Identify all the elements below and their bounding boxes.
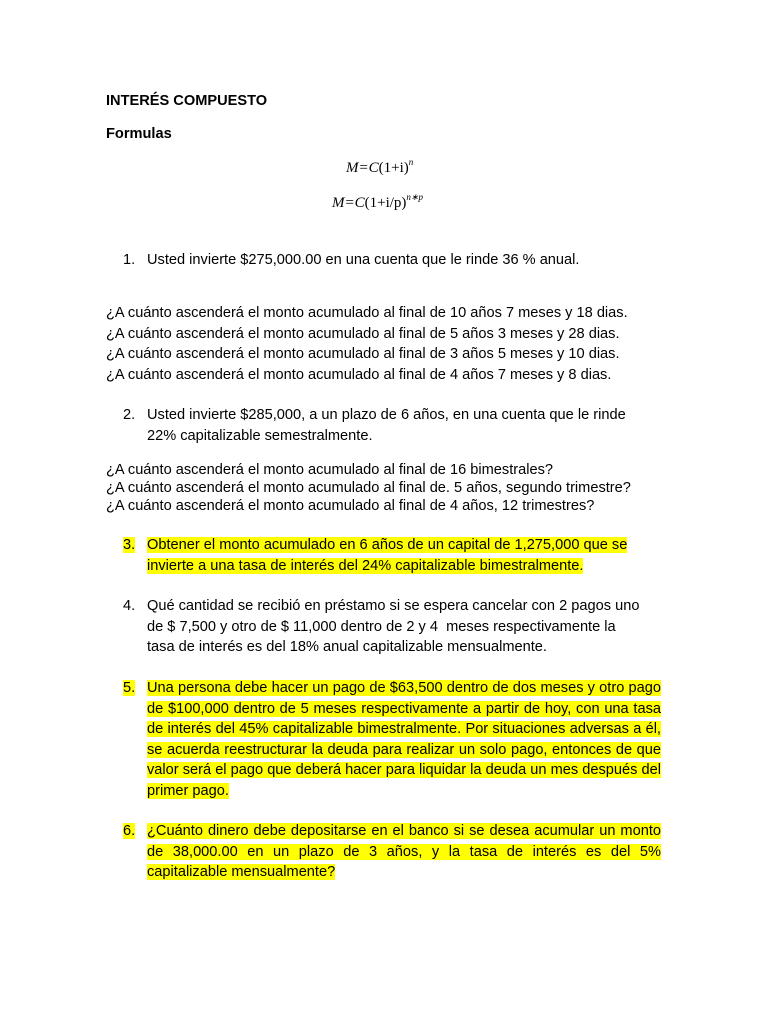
problem-4-text: Qué cantidad se recibió en préstamo si se espera cancelar con 2 pagos uno de $ 7,500 y otro de $ 11,000 dentro de 2 y 4 meses respectivamente la tasa de interés es del 18% anual capitalizable mensualmente. [147, 598, 640, 655]
problem-4-number: 4. [123, 598, 136, 614]
formula-1-exponent: n [408, 157, 414, 167]
formulas-heading: Formulas [106, 126, 172, 142]
page-title: INTERÉS COMPUESTO [106, 93, 268, 109]
problem-3-number [123, 535, 135, 556]
problem-6-text [147, 821, 661, 883]
formula-1-lhs: M=C [346, 160, 379, 176]
formula-1 [346, 157, 414, 177]
problem-5-text [147, 678, 661, 801]
formula-2-lhs: M=C [332, 195, 365, 211]
problem-2-number: 2. [123, 407, 136, 423]
question-1-1: ¿A cuánto ascenderá el monto acumulado al final de 10 años 7 meses y 18 dias. [106, 305, 628, 321]
problem-3-number-text: 3. [123, 537, 136, 553]
problem-5-text-content: Una persona debe hacer un pago de $63,500 dentro de dos meses y otro pago de $100,000 dentro de 5 meses respectivamente a partir de hoy, con una tasa de interés del 45% capitalizable bimestralmente. Por situaciones adversas a él, se acuerda reestructurar la deuda para realizar un solo pago, entonces de que valor será el pago que deberá hacer para liquidar la deuda un mes después del primer pago. [147, 680, 661, 799]
question-1-4: ¿A cuánto ascenderá el monto acumulado al final de 4 años 7 meses y 8 dias. [106, 367, 612, 383]
formula-1-paren: (1+i) [378, 160, 409, 176]
problem-2-text: Usted invierte $285,000, a un plazo de 6 años, en una cuenta que le rinde 22% capitalizable semestralmente. [147, 407, 626, 444]
question-2-3: ¿A cuánto ascenderá el monto acumulado al final de 4 años, 12 trimestres? [106, 498, 595, 514]
problem-3-text: Obtener el monto acumulado en 6 años de un capital de 1,275,000 que se invierte a una tasa de interés del 24% capitalizable bimestralmente. [147, 537, 628, 574]
problem-1-text: Usted invierte $275,000.00 en una cuenta que le rinde 36 % anual. [147, 252, 580, 268]
question-2-1: ¿A cuánto ascenderá el monto acumulado al final de 16 bimestrales? [106, 462, 553, 478]
problem-6-number [123, 821, 135, 842]
formula-2-exponent: n∗p [406, 192, 423, 202]
question-2-2: ¿A cuánto ascenderá el monto acumulado al final de. 5 años, segundo trimestre? [106, 480, 631, 496]
question-1-3: ¿A cuánto ascenderá el monto acumulado al final de 3 años 5 meses y 10 dias. [106, 346, 620, 362]
problem-5-number-text: 5. [123, 680, 136, 696]
problem-6-text-content: ¿Cuánto dinero debe depositarse en el banco si se desea acumular un monto de 38,000.00 en un plazo de 3 años, y la tasa de interés es del 5% capitalizable mensualmente? [147, 823, 661, 880]
formula-2-paren: (1+i/p) [364, 195, 407, 211]
formula-2 [332, 192, 423, 212]
problem-5-number [123, 678, 135, 699]
problem-1-number: 1. [123, 252, 136, 268]
problem-6-number-text: 6. [123, 823, 136, 839]
question-1-2: ¿A cuánto ascenderá el monto acumulado al final de 5 años 3 meses y 28 dias. [106, 326, 620, 342]
